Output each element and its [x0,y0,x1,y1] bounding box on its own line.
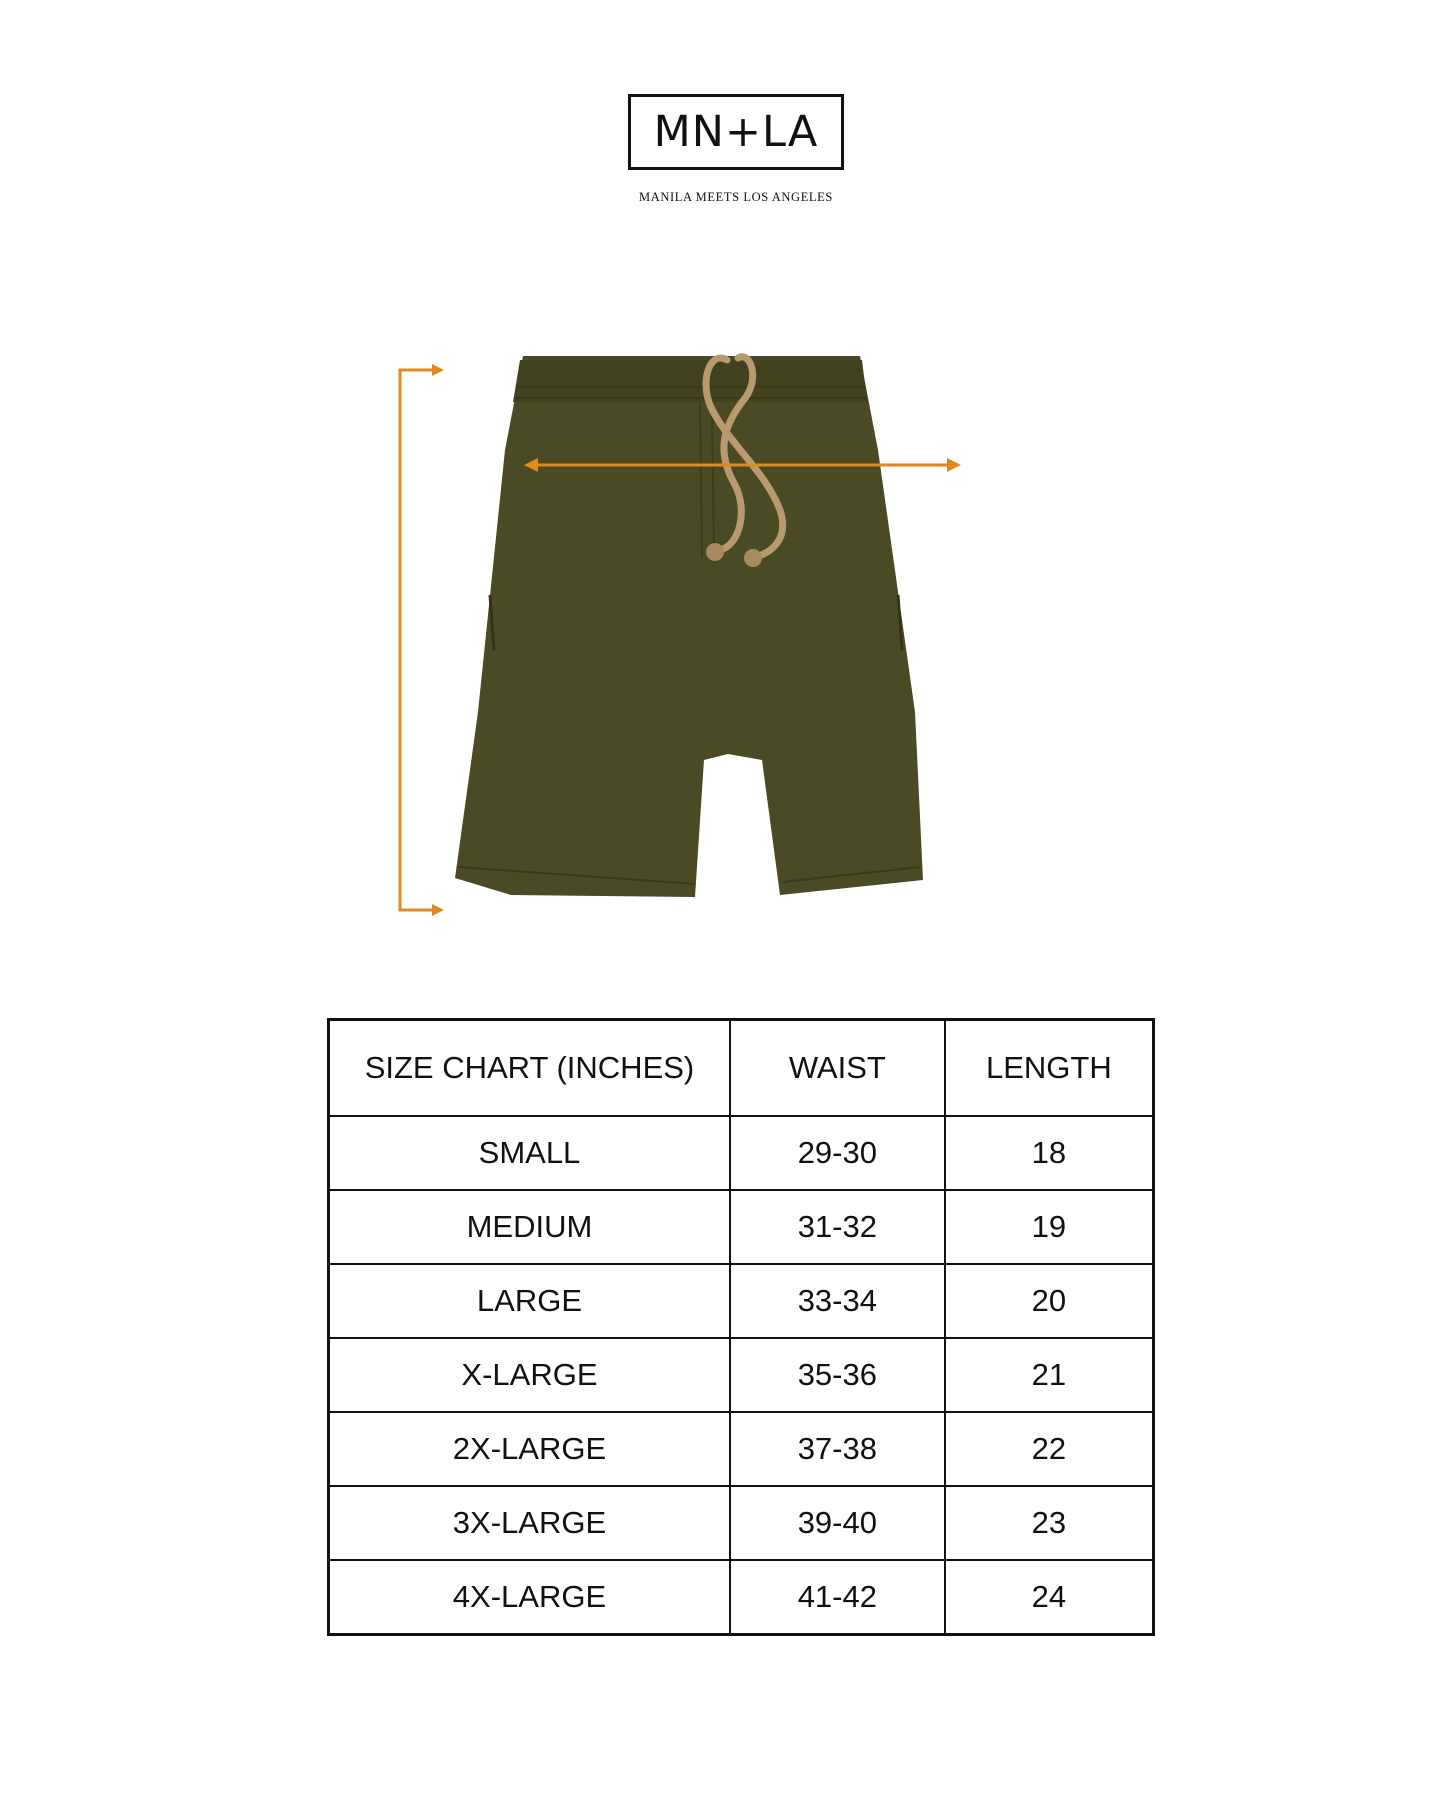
cell-size: LARGE [329,1264,730,1338]
brand-tagline: MANILA MEETS LOS ANGELES [639,190,833,204]
cell-size: 3X-LARGE [329,1486,730,1560]
cell-waist: 33-34 [730,1264,945,1338]
table-row [329,1116,1154,1190]
header-size: SIZE CHART (INCHES) [329,1020,730,1117]
cell-length: 21 [945,1338,1154,1412]
size-chart-table [327,1018,1155,1636]
cell-waist: 37-38 [730,1412,945,1486]
cell-waist: 35-36 [730,1338,945,1412]
cell-waist: 41-42 [730,1560,945,1635]
table-row [329,1264,1154,1338]
shorts-garment [455,356,923,897]
cell-size: SMALL [329,1116,730,1190]
brand-logo: MN+LA [628,94,844,170]
cell-size: 2X-LARGE [329,1412,730,1486]
cell-size: X-LARGE [329,1338,730,1412]
cell-length: 24 [945,1560,1154,1635]
table-header-row [329,1020,1154,1117]
cell-length: 23 [945,1486,1154,1560]
shorts-illustration [370,340,1070,920]
table-row [329,1338,1154,1412]
length-arrow-icon [400,364,444,916]
table-row [329,1412,1154,1486]
header-length: LENGTH [945,1020,1154,1117]
cell-length: 22 [945,1412,1154,1486]
cell-waist: 39-40 [730,1486,945,1560]
table-row [329,1486,1154,1560]
cell-length: 19 [945,1190,1154,1264]
cell-length: 20 [945,1264,1154,1338]
cell-size: MEDIUM [329,1190,730,1264]
cell-size: 4X-LARGE [329,1560,730,1635]
cell-length: 18 [945,1116,1154,1190]
cell-waist: 31-32 [730,1190,945,1264]
table-row [329,1560,1154,1635]
table-row [329,1190,1154,1264]
header-waist: WAIST [730,1020,945,1117]
cell-waist: 29-30 [730,1116,945,1190]
